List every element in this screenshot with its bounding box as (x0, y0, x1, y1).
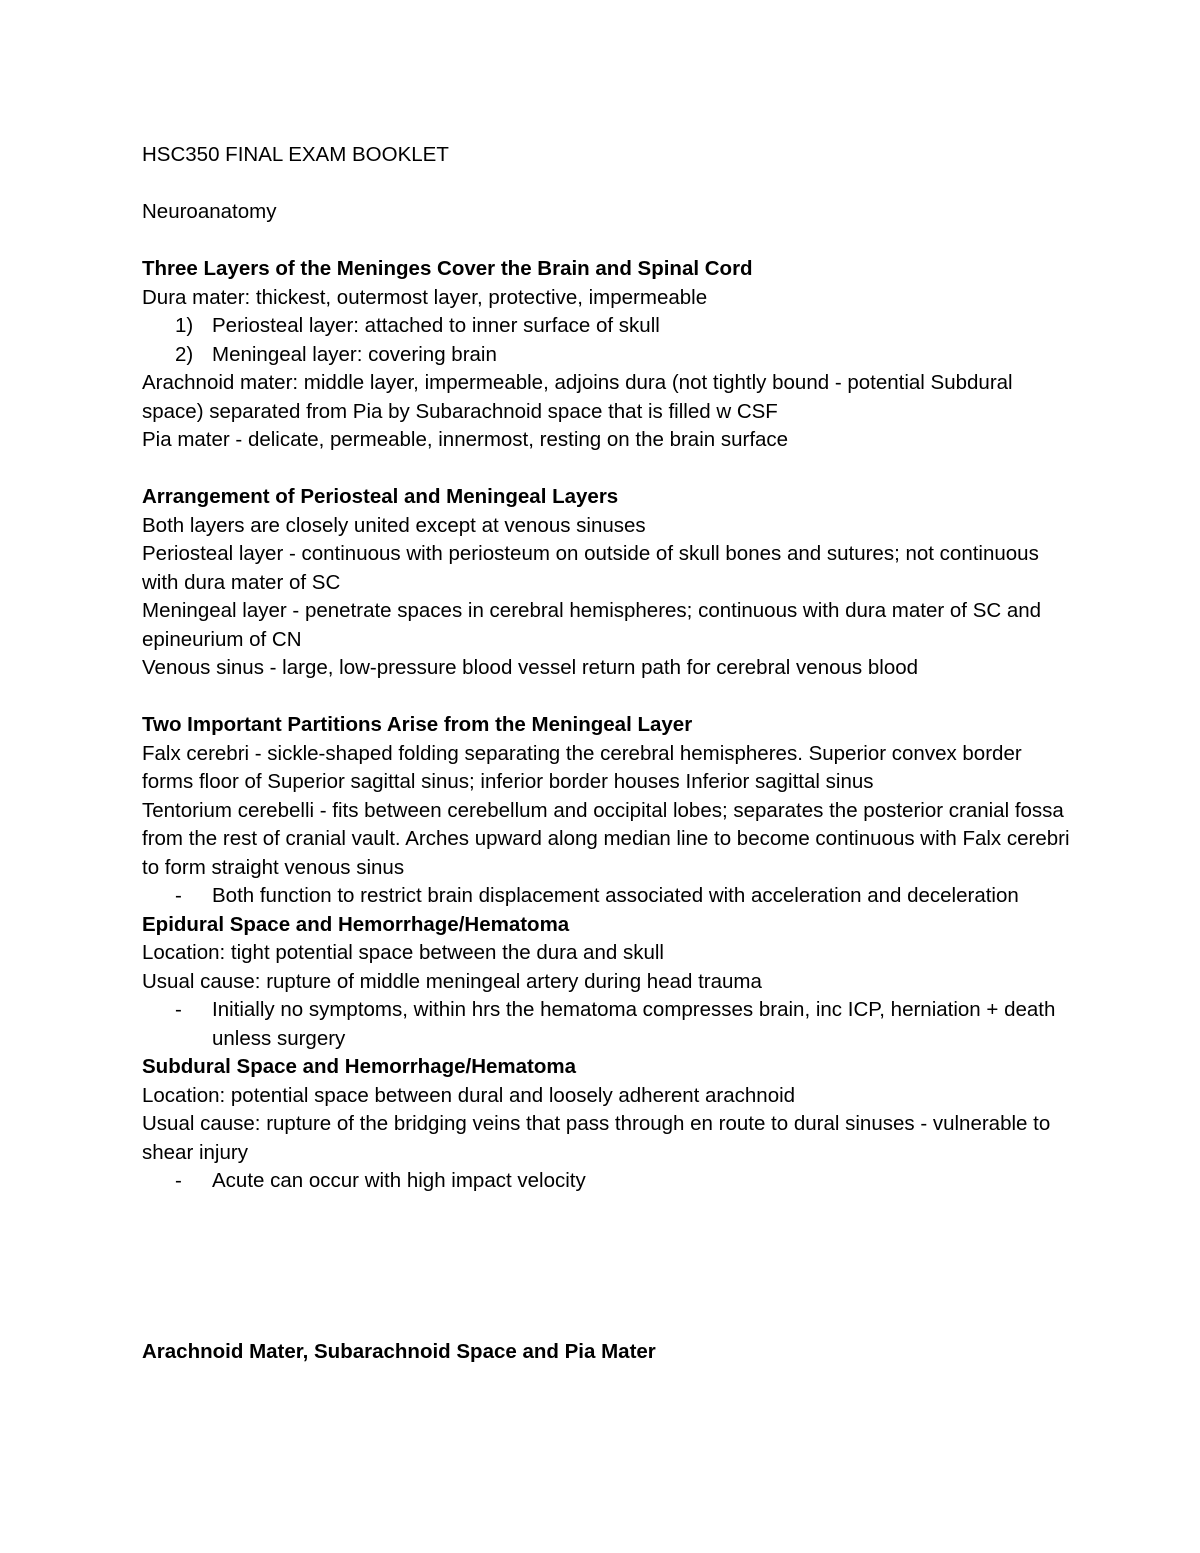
list-item-text: Initially no symptoms, within hrs the hematoma compresses brain, inc ICP, herniation + death unless surgery (212, 998, 1056, 1050)
numbered-list-item (142, 312, 1072, 341)
bullet-list-item (142, 996, 1072, 1053)
vertical-spacer (142, 1196, 1072, 1338)
section-heading: Epidural Space and Hemorrhage/Hematoma (142, 912, 570, 936)
section-heading: Two Important Partitions Arise from the Meningeal Layer (142, 713, 693, 736)
blank-line (142, 455, 1072, 484)
paragraph-line: Falx cerebri - sickle-shaped folding separating the cerebral hemispheres. Superior convex border forms floor of Superior sagittal sinus; inferior border houses Inferior sagittal sinus (142, 741, 1022, 793)
paragraph-line: Location: tight potential space between the dura and skull (142, 941, 664, 964)
document-body (142, 141, 1072, 1366)
list-item-text: Meningeal layer: covering brain (212, 342, 497, 366)
paragraph-line: Periosteal layer - continuous with periosteum on outside of skull bones and sutures; not continuous with dura mater of SC (142, 542, 1039, 594)
paragraph-line: Meningeal layer - penetrate spaces in cerebral hemispheres; continuous with dura mater of SC and epineurium of CN (142, 599, 1042, 651)
document-title: HSC350 FINAL EXAM BOOKLET (142, 143, 449, 166)
bullet-list-item (142, 882, 1072, 911)
list-number: 1) (175, 314, 194, 337)
blank-line (142, 683, 1072, 712)
paragraph-line: Dura mater: thickest, outermost layer, protective, impermeable (142, 285, 708, 309)
paragraph-line: Both layers are closely united except at venous sinuses (142, 513, 646, 537)
section-heading: Arrangement of Periosteal and Meningeal Layers (142, 485, 619, 508)
paragraph-line: Pia mater - delicate, permeable, innermost, resting on the brain surface (142, 428, 789, 451)
section-heading: Three Layers of the Meninges Cover the Brain and Spinal Cord (142, 257, 753, 280)
subject-label: Neuroanatomy (142, 200, 277, 223)
section-heading: Arachnoid Mater, Subarachnoid Space and Pia Mater (142, 1339, 656, 1363)
blank-line (142, 227, 1072, 256)
section-heading: Subdural Space and Hemorrhage/Hematoma (142, 1055, 577, 1078)
paragraph-line: Arachnoid mater: middle layer, impermeable, adjoins dura (not tightly bound - potential Subdural space) separated from Pia by Subarachnoid space that is filled w CSF (142, 371, 1013, 423)
list-item-text: Acute can occur with high impact velocity (212, 1169, 586, 1192)
paragraph-line: Venous sinus - large, low-pressure blood vessel return path for cerebral venous blood (142, 656, 919, 679)
paragraph-line: Usual cause: rupture of middle meningeal artery during head trauma (142, 969, 762, 993)
dash-bullet: - (175, 884, 182, 907)
numbered-list-item (142, 341, 1072, 370)
paragraph-line: Location: potential space between dural and loosely adherent arachnoid (142, 1083, 796, 1107)
list-item-text: Both function to restrict brain displacement associated with acceleration and deceleration (212, 884, 1019, 907)
dash-bullet: - (175, 998, 182, 1021)
list-number: 2) (175, 342, 194, 366)
paragraph-line: Tentorium cerebelli - fits between cerebellum and occipital lobes; separates the posterior cranial fossa from the rest of cranial vault. Arches upward along median line to become continuous with Falx cerebri to form straight venous sinus (142, 798, 1070, 879)
paragraph-line: Usual cause: rupture of the bridging veins that pass through en route to dural sinuses - vulnerable to shear injury (142, 1112, 1051, 1164)
dash-bullet: - (175, 1169, 182, 1192)
bullet-list-item (142, 1167, 1072, 1196)
blank-line (142, 170, 1072, 199)
list-item-text: Periosteal layer: attached to inner surface of skull (212, 314, 660, 337)
